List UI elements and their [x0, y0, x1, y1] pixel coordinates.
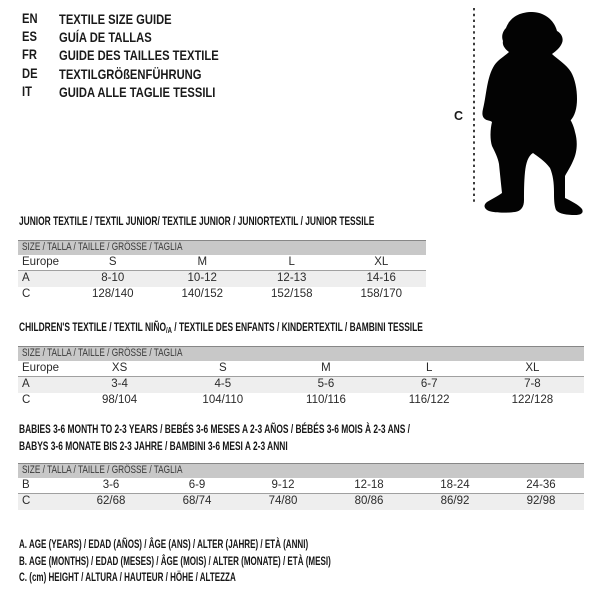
language-code [22, 10, 59, 28]
language-row [22, 83, 259, 101]
table-cell: 6-9 [188, 478, 206, 491]
language-code [22, 65, 59, 83]
section-children-title-text [19, 320, 423, 335]
table-cell: 152/158 [270, 287, 313, 300]
table-cell: 74/80 [268, 495, 298, 507]
row-label: C [22, 495, 31, 507]
children-size-table [18, 346, 584, 408]
table-cell: 6-7 [420, 378, 438, 390]
table-cell: 12-18 [354, 478, 384, 491]
table-cell: M [321, 361, 331, 374]
table-cell: 104/110 [202, 393, 244, 406]
language-row [22, 10, 259, 28]
table-cell: 18-24 [440, 478, 470, 491]
table-cell: 5-6 [317, 378, 335, 390]
table-cell: XS [111, 361, 128, 374]
table-cell: M [197, 255, 208, 268]
table-cell: 98/104 [102, 393, 138, 406]
row-label: Europe [22, 361, 60, 374]
language-title: GUÍA DE TALLAS [59, 29, 152, 46]
table-cell: 12-13 [277, 272, 307, 284]
table-cell: 3-4 [111, 378, 128, 390]
table-row [18, 287, 426, 303]
table-cell: 92/98 [526, 495, 556, 507]
size-header-bar [18, 464, 584, 478]
table-cell: 14-16 [366, 272, 396, 284]
toddler-silhouette [482, 12, 582, 215]
row-label: B [22, 478, 30, 491]
size-header-label: SIZE / TALLA / TAILLE / GRÖSSE / TAGLIA [22, 241, 183, 253]
table-cell: S [108, 255, 117, 268]
language-code-text: DE [22, 64, 38, 81]
legend-line-b: B. AGE (MONTHS) / EDAD (MESES) / ÂGE (MOIS) / ALTER (MONATE) / ETÀ (MESI) [19, 553, 331, 568]
table-cell: 9-12 [271, 478, 295, 491]
section-junior-title [19, 212, 527, 230]
language-code-text: ES [22, 28, 37, 45]
language-title: GUIDE DES TAILLES TEXTILE [59, 47, 219, 64]
toddler-silhouette-path [482, 12, 582, 215]
section-children-title [19, 318, 596, 336]
children-title-suffix: / TEXTILE DES ENFANTS / KINDERTEXTIL / BAMBINI TESSILE [171, 320, 423, 334]
babies-size-table [18, 463, 584, 510]
table-cell: 158/170 [360, 287, 403, 300]
table-row [18, 361, 584, 377]
section-babies-title [19, 421, 578, 454]
language-code-text: FR [22, 46, 37, 63]
table-row [18, 494, 584, 510]
language-title: GUIDA ALLE TAGLIE TESSILI [59, 83, 216, 100]
table-cell: 4-5 [214, 378, 232, 390]
legend-line-a: A. AGE (YEARS) / EDAD (AÑOS) / ÂGE (ANS) / ALTER (JAHRE) / ETÀ (ANNI) [19, 537, 309, 551]
legend [19, 536, 484, 586]
table-row [18, 377, 584, 393]
table-row [18, 393, 584, 409]
table-row [18, 271, 426, 287]
size-header-label: SIZE / TALLA / TAILLE / GRÖSSE / TAGLIA [22, 464, 183, 476]
row-label: C [22, 393, 31, 406]
table-cell: XL [525, 361, 540, 374]
table-cell: S [218, 361, 227, 374]
table-cell: 140/152 [181, 287, 224, 300]
row-label: A [22, 272, 30, 284]
language-row [22, 65, 259, 83]
language-code-text: IT [22, 82, 32, 99]
language-code [22, 46, 59, 64]
babies-title-line2: BABYS 3-6 MONATE BIS 2-3 JAHRE / BAMBINI 3-6 MESI A 2-3 ANNI [19, 438, 288, 453]
row-label: Europe [22, 255, 60, 268]
children-title-subscript: /A [165, 325, 172, 335]
table-cell: 62/68 [96, 495, 126, 507]
table-cell: 68/74 [182, 495, 212, 507]
language-title: TEXTILE SIZE GUIDE [59, 11, 172, 28]
table-cell: 80/86 [354, 495, 384, 507]
language-code [22, 28, 59, 46]
size-header-label: SIZE / TALLA / TAILLE / GRÖSSE / TAGLIA [22, 347, 183, 359]
table-cell: 86/92 [440, 495, 470, 507]
size-header-bar [18, 347, 584, 361]
row-label: A [22, 378, 30, 390]
table-cell: 8-10 [101, 272, 125, 284]
junior-size-table [18, 240, 426, 302]
table-row [18, 478, 584, 494]
height-label: C [454, 109, 464, 123]
table-cell: 122/128 [511, 393, 554, 406]
language-row [22, 46, 259, 64]
size-figure [440, 2, 600, 216]
table-cell: XL [374, 255, 389, 268]
table-cell: 7-8 [524, 378, 541, 390]
legend-line-c: C. (cm) HEIGHT / ALTURA / HAUTEUR / HÖHE / ALTEZZA [19, 570, 236, 585]
babies-title-line1: BABIES 3-6 MONTH TO 2-3 YEARS / BEBÉS 3-6 MESES A 2-3 AÑOS / BÉBÉS 3-6 MOIS À 2-3 ANS / [19, 422, 411, 436]
language-list [22, 10, 259, 101]
table-cell: 10-12 [187, 272, 217, 284]
table-cell: 3-6 [102, 478, 120, 491]
table-cell: 110/116 [306, 393, 346, 406]
table-cell: 24-36 [526, 478, 556, 491]
table-cell: 116/122 [408, 393, 450, 406]
table-row [18, 255, 426, 271]
language-code-text: EN [22, 10, 38, 27]
size-header-bar [18, 241, 426, 255]
table-cell: 128/140 [91, 287, 134, 300]
language-code [22, 83, 59, 101]
row-label: C [22, 287, 31, 300]
language-row [22, 28, 259, 46]
language-title: TEXTILGRÖßENFÜHRUNG [59, 65, 202, 82]
section-junior-title-text: JUNIOR TEXTILE / TEXTIL JUNIOR/ TEXTILE JUNIOR / JUNIORTEXTIL / JUNIOR TESSILE [19, 214, 375, 228]
table-cell: L [288, 255, 295, 268]
table-cell: L [425, 361, 433, 374]
children-title-prefix: CHILDREN'S TEXTILE / TEXTIL NIÑO [19, 320, 166, 334]
